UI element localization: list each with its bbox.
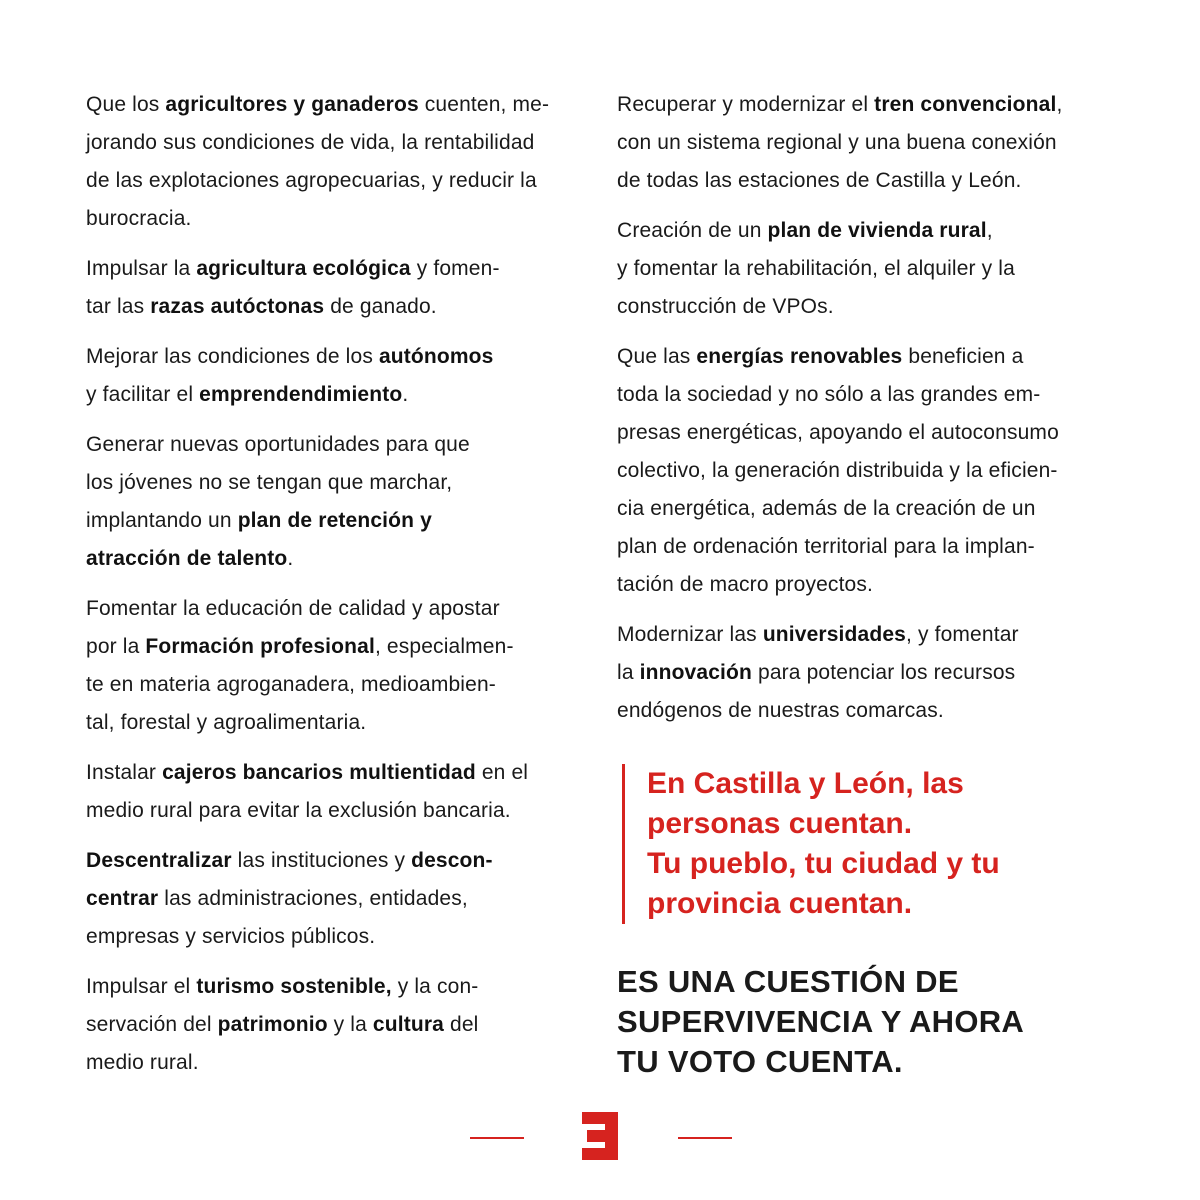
paragraph-text: servación del <box>86 1013 218 1036</box>
paragraph-text: tación de macro proyectos. <box>617 573 874 596</box>
bold-keyword: emprendendimiento <box>199 383 403 406</box>
paragraph-text: del <box>444 1013 479 1036</box>
bold-keyword: turismo sostenible, <box>196 975 392 998</box>
paragraph-text: presas energéticas, apoyando el autoconsumo <box>617 421 1059 444</box>
bullet-paragraph <box>86 590 586 742</box>
bullet-paragraph <box>86 86 586 238</box>
paragraph-text: te en materia agroganadera, medioambien- <box>86 673 496 696</box>
bold-keyword: tren convencional <box>874 93 1057 116</box>
paragraph-text: medio rural para evitar la exclusión bancaria. <box>86 799 511 822</box>
bullet-paragraph <box>86 842 586 956</box>
bold-keyword: centrar <box>86 887 159 910</box>
paragraph-text: endógenos de nuestras comarcas. <box>617 699 944 722</box>
bullet-paragraph <box>86 426 586 578</box>
paragraph-text: Fomentar la educación de calidad y apostar <box>86 597 500 620</box>
paragraph-text: Que las <box>617 345 697 368</box>
paragraph-text: plan de ordenación territorial para la implan- <box>617 535 1035 558</box>
paragraph-text: las instituciones y <box>231 849 412 872</box>
paragraph-text: y fomen- <box>410 257 500 280</box>
bold-keyword: patrimonio <box>217 1013 328 1036</box>
paragraph-text: , <box>986 219 993 242</box>
bullet-paragraph <box>617 212 1127 326</box>
footer-divider-right <box>678 1137 732 1139</box>
bullet-paragraph <box>86 754 586 830</box>
bold-keyword: razas autóctonas <box>150 295 325 318</box>
paragraph-text: cia energética, además de la creación de un <box>617 497 1036 520</box>
paragraph-text: implantando un <box>86 509 238 532</box>
e-logo-icon <box>582 1112 618 1160</box>
slogan-line: ES UNA CUESTIÓN DE <box>617 964 959 999</box>
highlight-quote <box>622 764 1167 924</box>
bullet-paragraph <box>86 338 586 414</box>
bold-keyword: energías renovables <box>696 345 903 368</box>
paragraph-text: en el <box>475 761 529 784</box>
paragraph-text: la <box>617 661 640 684</box>
paragraph-text: los jóvenes no se tengan que marchar, <box>86 471 453 494</box>
paragraph-text: Impulsar el <box>86 975 197 998</box>
left-column <box>86 86 586 1094</box>
quote-line: En Castilla y León, las <box>647 767 964 800</box>
paragraph-text: Que los <box>86 93 166 116</box>
bold-keyword: descon- <box>411 849 493 872</box>
paragraph-text: las administraciones, entidades, <box>158 887 468 910</box>
slogan-line: TU VOTO CUENTA. <box>617 1044 903 1079</box>
bold-keyword: innovación <box>639 661 752 684</box>
paragraph-text: construcción de VPOs. <box>617 295 834 318</box>
bullet-paragraph <box>86 968 586 1082</box>
paragraph-text: con un sistema regional y una buena conexión <box>617 131 1057 154</box>
paragraph-text: de ganado. <box>324 295 437 318</box>
bold-keyword: cajeros bancarios multientidad <box>162 761 476 784</box>
paragraph-text: Impulsar la <box>86 257 197 280</box>
paragraph-text: y fomentar la rehabilitación, el alquiler y la <box>617 257 1015 280</box>
footer-divider-left <box>470 1137 524 1139</box>
paragraph-text: Mejorar las condiciones de los <box>86 345 379 368</box>
paragraph-text: , y fomentar <box>906 623 1019 646</box>
bullet-paragraph <box>617 86 1127 200</box>
paragraph-text: colectivo, la generación distribuida y la eficien- <box>617 459 1058 482</box>
slogan-line: SUPERVIVENCIA Y AHORA <box>617 1004 1025 1039</box>
paragraph-text: , especialmen- <box>374 635 514 658</box>
paragraph-text: para potenciar los recursos <box>752 661 1016 684</box>
paragraph-text: burocracia. <box>86 207 192 230</box>
bold-keyword: plan de retención y <box>237 509 432 532</box>
paragraph-text: por la <box>86 635 146 658</box>
paragraph-text: y la con- <box>391 975 479 998</box>
quote-line: personas cuentan. <box>647 807 913 840</box>
paragraph-text: jorando sus condiciones de vida, la rentabilidad <box>86 131 535 154</box>
paragraph-text: . <box>402 383 409 406</box>
paragraph-text: . <box>287 547 294 570</box>
paragraph-text: tal, forestal y agroalimentaria. <box>86 711 367 734</box>
paragraph-text: Instalar <box>86 761 163 784</box>
bold-keyword: agricultura ecológica <box>196 257 411 280</box>
bullet-paragraph <box>86 250 586 326</box>
bold-keyword: Descentralizar <box>86 849 232 872</box>
paragraph-text: Creación de un <box>617 219 768 242</box>
bold-keyword: Formación profesional <box>145 635 375 658</box>
bold-keyword: plan de vivienda rural <box>767 219 987 242</box>
bullet-paragraph <box>617 616 1127 730</box>
paragraph-text: toda la sociedad y no sólo a las grandes em- <box>617 383 1041 406</box>
paragraph-text: Modernizar las <box>617 623 763 646</box>
paragraph-text: de todas las estaciones de Castilla y León. <box>617 169 1022 192</box>
paragraph-text: medio rural. <box>86 1051 199 1074</box>
quote-line: provincia cuentan. <box>647 887 913 920</box>
paragraph-text: de las explotaciones agropecuarias, y reducir la <box>86 169 537 192</box>
paragraph-text: cuenten, me- <box>418 93 550 116</box>
bold-keyword: agricultores y ganaderos <box>165 93 419 116</box>
paragraph-text: y la <box>327 1013 373 1036</box>
paragraph-text: Generar nuevas oportunidades para que <box>86 433 470 456</box>
paragraph-text: Recuperar y modernizar el <box>617 93 875 116</box>
closing-slogan <box>617 962 1157 1082</box>
right-column <box>617 86 1127 742</box>
bold-keyword: universidades <box>762 623 906 646</box>
paragraph-text: , <box>1056 93 1063 116</box>
bullet-paragraph <box>617 338 1127 604</box>
paragraph-text: y facilitar el <box>86 383 200 406</box>
bold-keyword: cultura <box>372 1013 444 1036</box>
paragraph-text: beneficien a <box>902 345 1024 368</box>
paragraph-text: tar las <box>86 295 151 318</box>
quote-line: Tu pueblo, tu ciudad y tu <box>647 847 1000 880</box>
bold-keyword: atracción de talento <box>86 547 288 570</box>
paragraph-text: empresas y servicios públicos. <box>86 925 376 948</box>
bold-keyword: autónomos <box>378 345 494 368</box>
